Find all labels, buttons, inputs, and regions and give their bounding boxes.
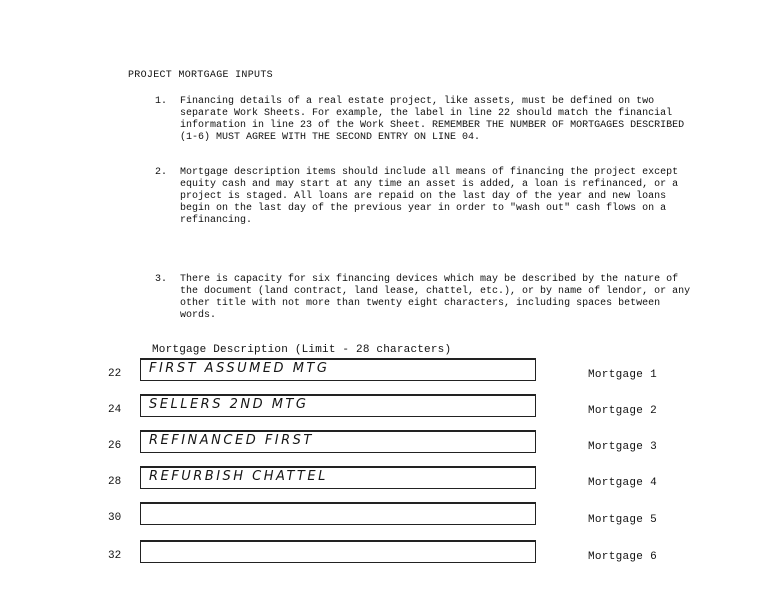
mortgage-1-description-field[interactable] — [140, 358, 536, 381]
handwritten-entry: REFURBISH CHATTEL — [149, 469, 328, 484]
line-number-22: 22 — [108, 368, 122, 380]
instruction-text: There is capacity for six financing devices which may be described by the nature of the document (land contract, land lease, chattel, etc.), or by name of lendor, or any other title with not more than twenty eight characters, including spaces between words. — [180, 274, 691, 321]
instruction-number: 3. — [155, 274, 168, 285]
mortgage-4-description-field[interactable] — [140, 466, 536, 489]
mortgage-2-description-field[interactable] — [140, 394, 536, 417]
description-column-header: Mortgage Description (Limit - 28 characters) — [152, 344, 452, 356]
instruction-number: 2. — [155, 167, 168, 178]
mortgage-2-label: Mortgage 2 — [588, 405, 658, 417]
mortgage-4-label: Mortgage 4 — [588, 477, 658, 489]
handwritten-entry: REFINANCED FIRST — [149, 433, 314, 448]
mortgage-5-description-field[interactable] — [140, 502, 536, 525]
instruction-item-3 — [155, 274, 695, 322]
instruction-item-1 — [155, 96, 695, 144]
mortgage-1-label: Mortgage 1 — [588, 369, 658, 381]
page-title: PROJECT MORTGAGE INPUTS — [128, 70, 273, 81]
mortgage-6-description-field[interactable] — [140, 540, 536, 563]
mortgage-5-label: Mortgage 5 — [588, 514, 658, 526]
line-number-32: 32 — [108, 550, 122, 562]
mortgage-6-label: Mortgage 6 — [588, 551, 658, 563]
instruction-number: 1. — [155, 96, 168, 107]
line-number-28: 28 — [108, 476, 122, 488]
mortgage-3-label: Mortgage 3 — [588, 441, 658, 453]
line-number-26: 26 — [108, 440, 122, 452]
handwritten-entry: SELLERS 2ND MTG — [149, 397, 309, 412]
instruction-item-2 — [155, 167, 695, 227]
instruction-text: Financing details of a real estate project, like assets, must be defined on two separate Work Sheets. For example, the label in line 22 should match the financial information in line 23 of the Work Sheet. REMEMBER THE NUMBER OF MORTGAGES DESCRIBED (1-6) MUST AGREE WITH THE SECOND ENTRY ON LINE 04. — [180, 96, 685, 143]
line-number-30: 30 — [108, 512, 122, 524]
handwritten-entry: FIRST ASSUMED MTG — [149, 361, 330, 376]
line-number-24: 24 — [108, 404, 122, 416]
mortgage-3-description-field[interactable] — [140, 430, 536, 453]
instruction-text: Mortgage description items should include all means of financing the project except equity cash and may start at any time an asset is added, a loan is refinanced, or a project is staged. All loans are repaid on the last day of the year and new loans begin on the last day of the previous year in order to "wash out" cash flows on a refinancing. — [180, 167, 679, 226]
